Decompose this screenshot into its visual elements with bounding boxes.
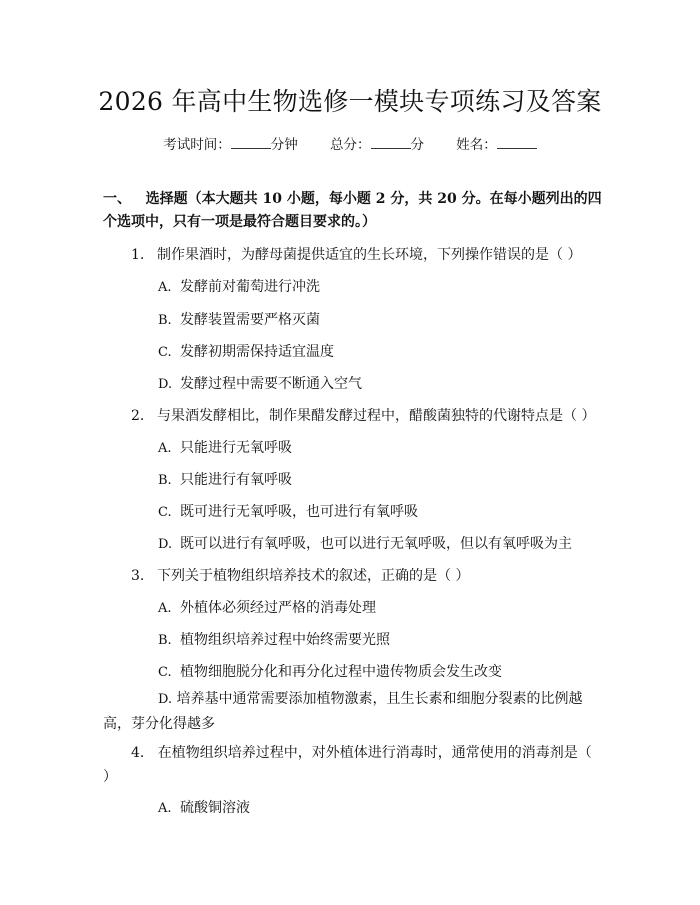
- option-letter: A.: [158, 441, 172, 456]
- exam-score: [330, 137, 428, 153]
- question-2-stem: [131, 405, 595, 425]
- option-letter: B.: [158, 633, 172, 648]
- time-blank: [231, 136, 271, 149]
- question-text: 制作果酒时，为酵母菌提供适宜的生长环境，下列操作错误的是（ ）: [157, 247, 582, 263]
- option-letter: A.: [158, 601, 172, 616]
- option-letter: A.: [158, 801, 172, 816]
- option-text: 发酵过程中需要不断通入空气: [180, 376, 362, 392]
- score-blank: [371, 136, 411, 149]
- section-text: 选择题（本大题共 10 小题，每小题 2 分，共 20 分。在每小题列出的四个选项中，只有一项是最符合题目要求的。）: [103, 191, 602, 230]
- time-unit: 分钟: [270, 137, 298, 153]
- question-number: 3.: [131, 568, 145, 584]
- section-heading: [103, 188, 603, 234]
- question-2-option-a: [158, 437, 292, 457]
- question-3-option-d: [103, 687, 603, 736]
- option-text: 既可进行无氧呼吸，也可进行有氧呼吸: [180, 504, 418, 520]
- name-label: 姓名：: [456, 137, 497, 153]
- question-1-option-c: [158, 341, 334, 361]
- option-text: 只能进行无氧呼吸: [180, 440, 292, 456]
- option-letter: A.: [158, 280, 172, 295]
- option-text: 发酵前对葡萄进行冲洗: [180, 279, 320, 295]
- question-2-option-c: [158, 501, 418, 521]
- option-letter: D.: [158, 537, 173, 552]
- name-blank: [497, 136, 537, 149]
- question-text: 下列关于植物组织培养技术的叙述，正确的是（ ）: [157, 568, 470, 584]
- option-letter: B.: [158, 473, 172, 488]
- option-letter: C.: [158, 345, 172, 360]
- question-2-option-d: [158, 533, 572, 553]
- exam-meta: [0, 133, 700, 153]
- score-unit: 分: [410, 137, 424, 153]
- question-4-stem: [103, 741, 603, 789]
- question-text: 在植物组织培养过程中，对外植体进行消毒时，通常使用的消毒剂是（ ）: [103, 745, 592, 785]
- option-text: 植物细胞脱分化和再分化过程中遗传物质会发生改变: [180, 664, 502, 680]
- option-text: 外植体必须经过严格的消毒处理: [180, 600, 376, 616]
- option-letter: B.: [158, 313, 172, 328]
- page-title: 2026 年高中生物选修一模块专项练习及答案: [98, 87, 602, 116]
- option-text: 既可以进行有氧呼吸，也可以进行无氧呼吸，但以有氧呼吸为主: [180, 536, 572, 552]
- question-number: 4.: [131, 745, 145, 761]
- option-letter: C.: [158, 665, 172, 680]
- question-number: 2.: [131, 408, 145, 424]
- time-label: 考试时间：: [163, 137, 231, 153]
- option-text: 植物组织培养过程中始终需要光照: [180, 632, 390, 648]
- section-number: 一、: [103, 191, 131, 207]
- option-text: 培养基中通常需要添加植物激素，且生长素和细胞分裂素的比例越高，芽分化得越多: [103, 691, 583, 732]
- question-1-option-d: [158, 373, 362, 393]
- score-label: 总分：: [330, 137, 371, 153]
- question-2-option-b: [158, 469, 292, 489]
- exam-time: [163, 137, 302, 153]
- question-1-stem: [131, 244, 581, 264]
- question-4-option-a: [158, 797, 250, 817]
- option-letter: D.: [158, 377, 173, 392]
- option-letter: D.: [158, 692, 173, 707]
- question-3-option-a: [158, 597, 376, 617]
- option-letter: C.: [158, 505, 172, 520]
- option-text: 只能进行有氧呼吸: [180, 472, 292, 488]
- question-3-option-c: [158, 661, 502, 681]
- question-1-option-b: [158, 309, 320, 329]
- exam-name: [456, 137, 537, 153]
- option-text: 发酵装置需要严格灭菌: [180, 312, 320, 328]
- question-3-option-b: [158, 629, 390, 649]
- question-1-option-a: [158, 276, 320, 296]
- question-text: 与果酒发酵相比，制作果醋发酵过程中，醋酸菌独特的代谢特点是（ ）: [157, 408, 596, 424]
- option-text: 硫酸铜溶液: [180, 800, 250, 816]
- question-number: 1.: [131, 247, 145, 263]
- question-3-stem: [131, 565, 469, 585]
- option-text: 发酵初期需保持适宜温度: [180, 344, 334, 360]
